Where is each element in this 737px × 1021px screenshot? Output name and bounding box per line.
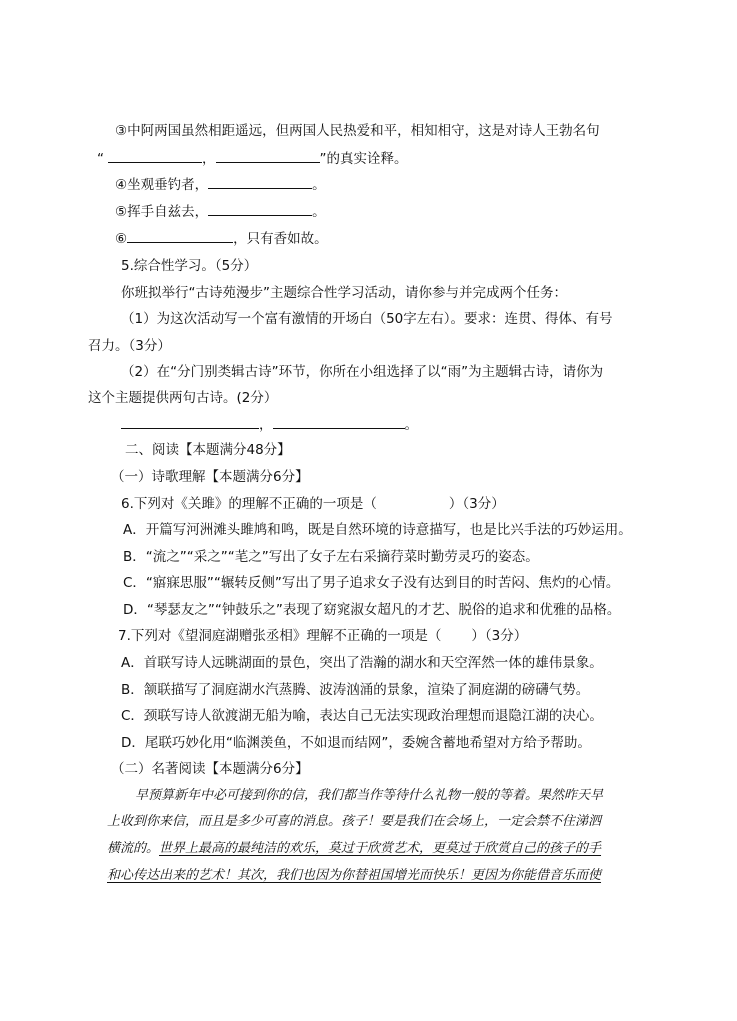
passage-underlined-text: 世界上最高的最纯洁的欢乐，莫过于欣赏艺术，更莫过于欣赏自己的孩子的手 bbox=[159, 841, 602, 856]
answer-blank[interactable] bbox=[127, 228, 233, 243]
q6-option-c bbox=[123, 573, 619, 593]
passage-line-3 bbox=[107, 839, 601, 859]
reading-heading-text: 二、阅读【本题满分48分】 bbox=[125, 442, 291, 458]
q6-c-text: C．“寤寐思服”“辗转反侧”写出了男子追求女子没有达到目的时苦闷、焦灼的心情。 bbox=[123, 575, 620, 591]
reading-heading bbox=[125, 440, 291, 460]
q5-title bbox=[121, 256, 257, 276]
q6-stem-a: 6.下列对《关雎》的理解不正确的一项是（ bbox=[121, 496, 377, 512]
q5-title-text: 5.综合性学习。（5分） bbox=[121, 258, 258, 274]
q5-answer-line bbox=[121, 414, 418, 435]
task2-text: （2）在“分门别类辑古诗”环节，你所在小组选择了以“雨”为主题辑古诗，请你为 bbox=[121, 364, 604, 380]
separator: ， bbox=[202, 151, 216, 167]
q6-option-d bbox=[123, 600, 620, 620]
q7-option-b bbox=[121, 680, 589, 700]
answer-blank[interactable] bbox=[208, 174, 312, 189]
q7-option-c bbox=[121, 706, 603, 726]
q5-task2-cont bbox=[88, 388, 277, 408]
q7-c-text: C．颈联写诗人欲渡湖无船为喻，表达自己无法实现政治理想而退隐江湖的决心。 bbox=[121, 708, 603, 724]
passage-text: 横流的。 bbox=[107, 841, 160, 856]
separator: ， bbox=[259, 417, 273, 433]
passage-text: 早预算新年中必可接到你的信，我们都当作等待什么礼物一般的等着。果然昨天早 bbox=[135, 788, 604, 803]
q7-stem-a: 7.下列对《望洞庭湖赠张丞相》理解不正确的一项是（ bbox=[118, 628, 442, 644]
q5-intro-text: 你班拟举行“古诗苑漫步”主题综合性学习活动，请你参与并完成两个任务： bbox=[121, 285, 567, 301]
q7-option-d bbox=[121, 733, 591, 753]
answer-end: 。 bbox=[404, 417, 418, 433]
open-quote: “ bbox=[97, 151, 104, 167]
q5-line bbox=[115, 201, 326, 222]
task1-text: （1）为这次活动写一个富有激情的开场白（50字左右）。要求：连贯、得体、有号 bbox=[121, 311, 613, 327]
q5-task1-cont bbox=[88, 336, 171, 356]
passage-line-2 bbox=[107, 812, 601, 832]
answer-blank[interactable] bbox=[108, 148, 202, 163]
passage-text: 上收到你来信，而且是多少可喜的消息。孩子！要是我们在会场上，一定会禁不住涕泗 bbox=[107, 814, 602, 829]
q5-task1 bbox=[121, 309, 613, 329]
q6-stem bbox=[121, 494, 505, 514]
q6-fill-line bbox=[115, 228, 328, 249]
answer-blank[interactable] bbox=[208, 201, 312, 216]
q4-prefix: ④坐观垂钓者， bbox=[115, 177, 209, 193]
sub1-text: （一）诗歌理解【本题满分6分】 bbox=[111, 469, 309, 485]
passage-line-4 bbox=[107, 866, 601, 886]
answer-blank[interactable] bbox=[273, 414, 405, 429]
q6-suffix: ，只有香如故。 bbox=[233, 231, 328, 247]
q5-intro bbox=[121, 283, 567, 303]
sub2-heading bbox=[111, 759, 309, 779]
answer-blank[interactable] bbox=[216, 148, 320, 163]
passage-underlined-text: 和心传达出来的艺术！其次，我们也因为你替祖国增光而快乐！更因为你能借音乐而使 bbox=[107, 868, 602, 883]
q5-task2 bbox=[121, 362, 603, 382]
q3-blank-line bbox=[97, 148, 408, 169]
q6-prefix: ⑥ bbox=[115, 231, 128, 247]
q6-b-text: B．“流之”“采之”“芼之”写出了女子左右采摘荇菜时勤劳灵巧的姿态。 bbox=[123, 549, 539, 565]
sub1-heading bbox=[111, 467, 309, 487]
q7-stem-b: ）（3分） bbox=[471, 628, 528, 644]
q4-line bbox=[115, 174, 326, 195]
q7-stem bbox=[118, 626, 527, 646]
q7-b-text: B．颔联描写了洞庭湖水汽蒸腾、波涛汹涌的景象，渲染了洞庭湖的磅礴气势。 bbox=[121, 682, 590, 698]
sub2-text: （二）名著阅读【本题满分6分】 bbox=[111, 761, 309, 777]
q7-d-text: D．尾联巧妙化用“临渊羡鱼，不如退而结网”，委婉含蓄地希望对方给予帮助。 bbox=[121, 735, 591, 751]
q3-tail: ”的真实诠释。 bbox=[319, 151, 408, 167]
q7-option-a bbox=[121, 653, 603, 673]
q7-a-text: A．首联写诗人远眺湖面的景色，突出了浩瀚的湖水和天空浑然一体的雄伟景象。 bbox=[121, 655, 603, 671]
answer-blank[interactable] bbox=[121, 414, 259, 429]
q5-suffix: 。 bbox=[312, 204, 326, 220]
q5-prefix: ⑤挥手自兹去， bbox=[115, 204, 209, 220]
q6-stem-b: ）（3分） bbox=[448, 496, 505, 512]
task2-cont-text: 这个主题提供两句古诗。(2分） bbox=[88, 390, 278, 406]
q4-suffix: 。 bbox=[312, 177, 326, 193]
q3-text: ③中阿两国虽然相距遥远，但两国人民热爱和平，相知相守，这是对诗人王勃名句 bbox=[115, 123, 600, 139]
q3-line bbox=[115, 121, 600, 141]
passage-line-1 bbox=[135, 786, 603, 806]
q6-d-text: D．“琴瑟友之”“钟鼓乐之”表现了窈窕淑女超凡的才艺、脱俗的追求和优雅的品格。 bbox=[123, 602, 621, 618]
q6-option-a bbox=[123, 520, 632, 540]
task1-cont-text: 召力。（3分） bbox=[88, 338, 171, 354]
q6-option-b bbox=[123, 547, 539, 567]
q6-a-text: A．开篇写河洲滩头雎鸠和鸣，既是自然环境的诗意描写，也是比兴手法的巧妙运用。 bbox=[123, 522, 632, 538]
